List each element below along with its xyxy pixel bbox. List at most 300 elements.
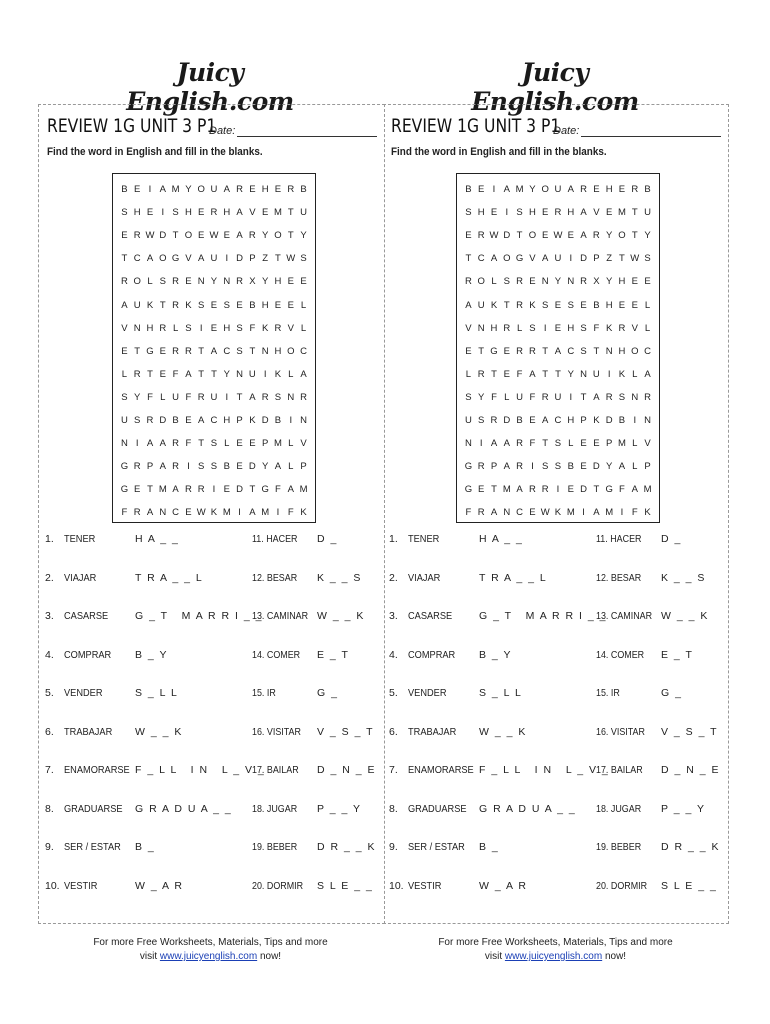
grid-letter: P <box>261 438 269 450</box>
grid-letter: E <box>618 299 626 311</box>
answer-blank-2[interactable]: K _ _ S <box>661 571 706 584</box>
grid-letter: N <box>120 438 128 450</box>
grid-letter: M <box>171 184 180 196</box>
grid-letter: F <box>491 391 497 403</box>
grid-letter: Y <box>605 461 613 473</box>
answer-blank-2[interactable]: K _ _ S <box>317 571 362 584</box>
answer-blank-2[interactable]: D _ N _ E <box>661 764 721 776</box>
grid-letter: B <box>249 299 256 311</box>
grid-letter: E <box>249 438 256 450</box>
spanish-word: VIAJAR <box>408 571 441 584</box>
item-number: 9. <box>45 841 54 853</box>
website-link[interactable]: www.juicyenglish.com <box>159 951 258 962</box>
grid-letter: A <box>236 230 243 242</box>
grid-letter: F <box>287 507 294 519</box>
spanish-word: TENER <box>408 533 440 545</box>
grid-letter: A <box>287 484 294 496</box>
grid-letter: R <box>236 184 243 196</box>
grid-letter: E <box>249 184 256 196</box>
grid-letter: A <box>490 253 498 265</box>
grid-letter: E <box>223 230 230 242</box>
grid-letter: W <box>209 230 219 242</box>
grid-letter: V <box>644 438 651 450</box>
grid-letter: Y <box>554 276 562 288</box>
grid-letter: H <box>618 276 626 288</box>
grid-letter: R <box>133 507 141 519</box>
grid-letter: S <box>542 299 549 311</box>
grid-letter: B <box>567 461 574 473</box>
exercise-item <box>39 880 384 896</box>
answer-blank[interactable]: W _ A R <box>479 879 528 892</box>
grid-row <box>113 201 315 224</box>
grid-letter: T <box>275 253 281 265</box>
grid-letter: E <box>287 299 294 311</box>
grid-letter: H <box>605 184 613 196</box>
grid-letter: I <box>543 322 547 334</box>
grid-letter: S <box>580 322 587 334</box>
grid-letter: B <box>300 184 307 196</box>
grid-letter: U <box>592 368 600 380</box>
grid-letter: I <box>276 507 280 519</box>
grid-letter: F <box>465 507 472 519</box>
exercise-item <box>39 533 384 549</box>
grid-letter: Y <box>261 461 269 473</box>
exercise-item <box>383 649 728 665</box>
answer-blank-2[interactable]: D _ <box>661 533 682 545</box>
grid-row <box>457 293 659 316</box>
grid-letter: I <box>225 253 229 265</box>
grid-letter: S <box>172 207 179 219</box>
grid-letter: E <box>121 345 128 357</box>
grid-letter: R <box>172 461 180 473</box>
grid-letter: E <box>134 484 141 496</box>
grid-row <box>113 409 315 432</box>
spanish-word: COMPRAR <box>408 648 456 661</box>
grid-letter: A <box>593 507 600 519</box>
grid-letter: T <box>593 345 600 357</box>
grid-letter: A <box>159 461 166 473</box>
grid-letter: M <box>222 507 231 519</box>
grid-letter: W <box>553 230 563 242</box>
grid-letter: E <box>554 322 562 334</box>
grid-letter: H <box>146 322 154 334</box>
grid-row <box>457 201 659 224</box>
grid-letter: T <box>631 230 638 242</box>
item-number-2: 17. BAILAR <box>596 764 643 776</box>
answer-blank[interactable]: G _ T M A R R I _ _ <box>135 610 263 622</box>
grid-letter: A <box>159 438 166 450</box>
item-number-2: 16. VISITAR <box>596 725 645 738</box>
grid-letter: R <box>554 207 562 219</box>
grid-letter: R <box>516 299 524 311</box>
answer-blank-2[interactable]: W _ _ K <box>661 610 709 622</box>
answer-blank[interactable]: H A _ _ <box>135 533 180 545</box>
grid-letter: F <box>121 507 128 519</box>
answer-blank[interactable]: B _ <box>479 841 500 853</box>
answer-blank-2[interactable]: S L E _ _ <box>661 879 718 892</box>
grid-row <box>457 478 659 501</box>
logo: Juicy English.com <box>471 58 639 116</box>
answer-blank-2[interactable]: V _ S _ T <box>661 725 719 738</box>
grid-letter: S <box>580 345 587 357</box>
grid-letter: H <box>618 345 626 357</box>
footer <box>383 936 728 964</box>
grid-letter: O <box>477 276 485 288</box>
answer-blank-2[interactable]: D _ N _ E <box>317 764 377 776</box>
item-number: 8. <box>45 802 54 815</box>
website-link[interactable]: www.juicyenglish.com <box>504 951 603 962</box>
answer-blank[interactable]: F _ L L I N L _ V _ <box>135 764 266 776</box>
exercise-item <box>383 803 728 819</box>
answer-blank[interactable]: F _ L L I N L _ V _ <box>479 764 610 776</box>
grid-letter: V <box>300 438 307 450</box>
grid-letter: A <box>593 391 600 403</box>
grid-letter: N <box>644 414 651 426</box>
exercise-item <box>383 726 728 742</box>
answer-blank-2[interactable]: E _ T <box>661 648 694 661</box>
exercise-item <box>39 803 384 819</box>
grid-letter: K <box>605 322 613 334</box>
grid-letter: Y <box>300 230 307 242</box>
grid-letter: T <box>198 438 205 450</box>
date-field[interactable] <box>581 136 721 137</box>
grid-letter: N <box>197 276 205 288</box>
item-number-2: 15. IR <box>596 687 620 699</box>
grid-letter: L <box>288 461 294 473</box>
item-number: 1. <box>389 533 398 545</box>
grid-letter: G <box>490 345 498 357</box>
grid-letter: E <box>261 207 269 219</box>
answer-blank-2[interactable]: V _ S _ T <box>317 725 375 738</box>
grid-letter: H <box>605 299 613 311</box>
grid-letter: I <box>556 484 560 496</box>
answer-blank-2[interactable]: D R _ _ K <box>661 841 721 853</box>
grid-row <box>457 363 659 386</box>
grid-row <box>457 386 659 409</box>
item-number: 2. <box>389 571 398 584</box>
grid-letter: S <box>503 276 510 288</box>
grid-letter: V <box>465 322 472 334</box>
item-number-2: 13. CAMINAR <box>596 610 653 622</box>
grid-letter: I <box>633 414 637 426</box>
grid-letter: F <box>172 368 179 380</box>
grid-letter: F <box>147 391 153 403</box>
item-number: 4. <box>389 648 398 661</box>
spanish-word: VESTIR <box>64 879 98 892</box>
grid-letter: E <box>465 345 472 357</box>
item-number: 6. <box>45 725 54 738</box>
grid-letter: T <box>542 368 549 380</box>
grid-letter: K <box>554 507 562 519</box>
answer-blank[interactable]: S _ L L <box>135 687 179 699</box>
answer-blank-2[interactable]: S L E _ _ <box>317 879 374 892</box>
grid-letter: A <box>146 253 154 265</box>
grid-letter: U <box>210 253 218 265</box>
grid-row <box>113 432 315 455</box>
grid-letter: A <box>210 345 218 357</box>
grid-letter: I <box>289 414 293 426</box>
grid-letter: E <box>554 299 562 311</box>
grid-letter: R <box>300 391 307 403</box>
grid-letter: I <box>569 391 573 403</box>
answer-blank[interactable]: S _ L L <box>479 687 523 699</box>
answer-blank[interactable]: B _ Y <box>135 648 168 661</box>
grid-letter: R <box>541 484 549 496</box>
item-number: 7. <box>45 764 54 776</box>
grid-letter: R <box>528 345 536 357</box>
answer-blank[interactable]: B _ Y <box>479 648 512 661</box>
grid-letter: H <box>477 207 485 219</box>
answer-blank-2[interactable]: E _ T <box>317 648 350 661</box>
logo: Juicy English.com <box>126 58 294 116</box>
grid-letter: U <box>210 184 218 196</box>
grid-letter: D <box>236 484 243 496</box>
grid-letter: N <box>464 438 472 450</box>
grid-letter: R <box>516 276 524 288</box>
worksheet-right <box>383 104 729 924</box>
page-title: REVIEW 1G UNIT 3 P1 <box>47 115 217 137</box>
grid-letter: L <box>644 299 651 311</box>
item-number-2: 11. HACER <box>596 533 642 545</box>
grid-letter: F <box>185 438 192 450</box>
item-number-2: 11. HACER <box>252 533 298 545</box>
grid-letter: M <box>261 507 270 519</box>
grid-letter: A <box>516 484 523 496</box>
grid-letter: E <box>300 276 307 288</box>
grid-letter: U <box>120 414 128 426</box>
exercise-item <box>39 764 384 780</box>
grid-letter: O <box>631 345 639 357</box>
grid-letter: S <box>516 207 523 219</box>
grid-letter: E <box>580 299 587 311</box>
grid-letter: A <box>542 414 549 426</box>
grid-letter: R <box>248 230 256 242</box>
grid-letter: T <box>465 253 472 265</box>
grid-letter: N <box>133 322 141 334</box>
grid-letter: H <box>184 207 192 219</box>
grid-letter: Y <box>605 276 613 288</box>
grid-letter: A <box>121 299 128 311</box>
grid-letter: I <box>187 461 190 473</box>
item-number-2: 14. COMER <box>596 648 645 661</box>
grid-letter: E <box>287 276 294 288</box>
grid-letter: U <box>248 368 256 380</box>
grid-letter: D <box>580 484 587 496</box>
item-number-2: 19. BEBER <box>596 841 642 853</box>
grid-letter: T <box>287 207 294 219</box>
grid-letter: L <box>224 438 230 450</box>
grid-letter: A <box>554 345 562 357</box>
answer-blank-2[interactable]: P _ _ Y <box>661 802 706 815</box>
grid-letter: C <box>300 345 307 357</box>
answer-blank-2[interactable]: G _ <box>317 687 339 699</box>
grid-letter: S <box>134 414 141 426</box>
grid-letter: L <box>465 368 472 380</box>
grid-letter: T <box>198 368 205 380</box>
spanish-word: VESTIR <box>408 879 442 892</box>
grid-letter: V <box>121 322 128 334</box>
grid-letter: A <box>503 461 510 473</box>
grid-letter: N <box>567 276 575 288</box>
exercise-item <box>39 726 384 742</box>
grid-letter: C <box>210 414 218 426</box>
grid-letter: R <box>197 391 205 403</box>
grid-letter: S <box>210 438 218 450</box>
grid-letter: M <box>605 507 614 519</box>
grid-letter: E <box>210 299 218 311</box>
grid-letter: E <box>490 207 498 219</box>
item-number-2: 16. VISITAR <box>252 725 301 738</box>
grid-letter: V <box>631 322 638 334</box>
date-field[interactable] <box>237 136 377 137</box>
answer-blank-2[interactable]: D _ <box>317 533 338 545</box>
grid-letter: N <box>503 507 511 519</box>
grid-letter: M <box>618 207 626 219</box>
footer-prefix: visit <box>484 951 505 962</box>
exercise-item <box>383 841 728 857</box>
grid-letter: U <box>554 391 562 403</box>
grid-letter: R <box>172 345 180 357</box>
grid-letter: E <box>503 345 510 357</box>
grid-letter: E <box>198 207 205 219</box>
answer-blank[interactable]: W _ A R <box>135 879 184 892</box>
grid-letter: N <box>605 345 613 357</box>
item-number: 3. <box>45 610 54 622</box>
exercise-item <box>39 572 384 588</box>
answer-blank[interactable]: G R A D U A _ _ <box>135 802 233 815</box>
grid-letter: E <box>236 438 243 450</box>
spanish-word: VENDER <box>64 687 103 699</box>
grid-letter: B <box>274 414 282 426</box>
grid-letter: I <box>492 184 496 196</box>
grid-letter: A <box>274 461 282 473</box>
grid-letter: E <box>159 368 166 380</box>
grid-letter: Y <box>210 276 218 288</box>
answer-blank[interactable]: H A _ _ <box>479 533 524 545</box>
grid-letter: E <box>236 299 243 311</box>
grid-letter: U <box>464 414 472 426</box>
grid-letter: C <box>133 253 141 265</box>
grid-letter: I <box>212 484 216 496</box>
grid-letter: R <box>184 345 192 357</box>
answer-blank-2[interactable]: P _ _ Y <box>317 802 362 815</box>
grid-letter: E <box>236 461 243 473</box>
grid-letter: A <box>580 207 587 219</box>
grid-row <box>457 178 659 201</box>
grid-letter: K <box>185 299 192 311</box>
grid-letter: R <box>172 438 180 450</box>
page-title: REVIEW 1G UNIT 3 P1 <box>391 115 561 137</box>
grid-letter: R <box>159 322 167 334</box>
grid-letter: N <box>300 414 307 426</box>
answer-blank[interactable]: W _ _ K <box>135 725 183 738</box>
grid-letter: R <box>464 276 472 288</box>
grid-letter: D <box>159 230 167 242</box>
grid-letter: F <box>185 391 192 403</box>
grid-letter: D <box>580 253 587 265</box>
grid-row <box>457 247 659 270</box>
answer-blank-2[interactable]: D R _ _ K <box>317 841 377 853</box>
grid-letter: E <box>198 230 205 242</box>
grid-letter: G <box>515 253 524 265</box>
grid-letter: O <box>159 253 167 265</box>
grid-letter: E <box>567 230 574 242</box>
answer-blank[interactable]: G _ T M A R R I _ _ <box>479 610 607 622</box>
exercise-item <box>383 572 728 588</box>
grid-letter: H <box>261 299 269 311</box>
item-number: 1. <box>45 533 54 545</box>
grid-letter: H <box>567 414 575 426</box>
word-search-grid <box>112 173 316 523</box>
grid-letter: C <box>567 345 575 357</box>
grid-letter: R <box>528 484 536 496</box>
date-label: Date: <box>209 125 236 137</box>
exercise-item <box>383 533 728 549</box>
grid-letter: N <box>477 322 485 334</box>
answer-blank[interactable]: W _ _ K <box>479 725 527 738</box>
grid-letter: W <box>540 507 550 519</box>
grid-letter: T <box>147 484 153 496</box>
grid-letter: H <box>274 276 282 288</box>
answer-blank-2[interactable]: G _ <box>661 687 683 699</box>
grid-letter: N <box>287 391 295 403</box>
grid-letter: I <box>505 207 509 219</box>
grid-letter: E <box>121 230 128 242</box>
grid-letter: H <box>223 414 231 426</box>
grid-letter: R <box>133 368 141 380</box>
grid-letter: E <box>618 184 626 196</box>
answer-blank-2[interactable]: W _ _ K <box>317 610 365 622</box>
grid-letter: H <box>223 207 231 219</box>
grid-letter: P <box>300 461 307 473</box>
spanish-word: ENAMORARSE <box>408 764 474 776</box>
grid-letter: Z <box>606 253 613 265</box>
grid-letter: F <box>275 484 281 496</box>
grid-letter: M <box>502 484 511 496</box>
grid-letter: Y <box>261 276 269 288</box>
answer-blank[interactable]: B _ <box>135 841 156 853</box>
grid-letter: M <box>515 184 524 196</box>
grid-letter: E <box>274 184 282 196</box>
grid-letter: M <box>566 507 575 519</box>
answer-blank[interactable]: T R A _ _ L <box>479 571 548 584</box>
grid-row <box>113 224 315 247</box>
grid-letter: B <box>465 184 472 196</box>
grid-letter: R <box>592 230 600 242</box>
grid-letter: T <box>249 345 256 357</box>
grid-letter: T <box>631 207 638 219</box>
grid-letter: O <box>528 230 537 242</box>
grid-letter: U <box>477 299 485 311</box>
grid-letter: E <box>593 438 600 450</box>
grid-letter: B <box>593 299 600 311</box>
grid-letter: E <box>580 438 587 450</box>
answer-blank[interactable]: T R A _ _ L <box>135 571 204 584</box>
grid-letter: U <box>644 207 651 219</box>
grid-letter: D <box>605 414 613 426</box>
spanish-word: CASARSE <box>64 610 109 622</box>
grid-letter: S <box>223 299 230 311</box>
answer-blank[interactable]: G R A D U A _ _ <box>479 802 577 815</box>
grid-letter: R <box>236 276 243 288</box>
grid-letter: I <box>479 438 483 450</box>
grid-letter: I <box>607 368 611 380</box>
date-label: Date: <box>553 125 580 137</box>
grid-letter: Y <box>567 368 574 380</box>
grid-letter: D <box>159 414 167 426</box>
item-number: 10. <box>389 879 404 892</box>
grid-row <box>113 178 315 201</box>
